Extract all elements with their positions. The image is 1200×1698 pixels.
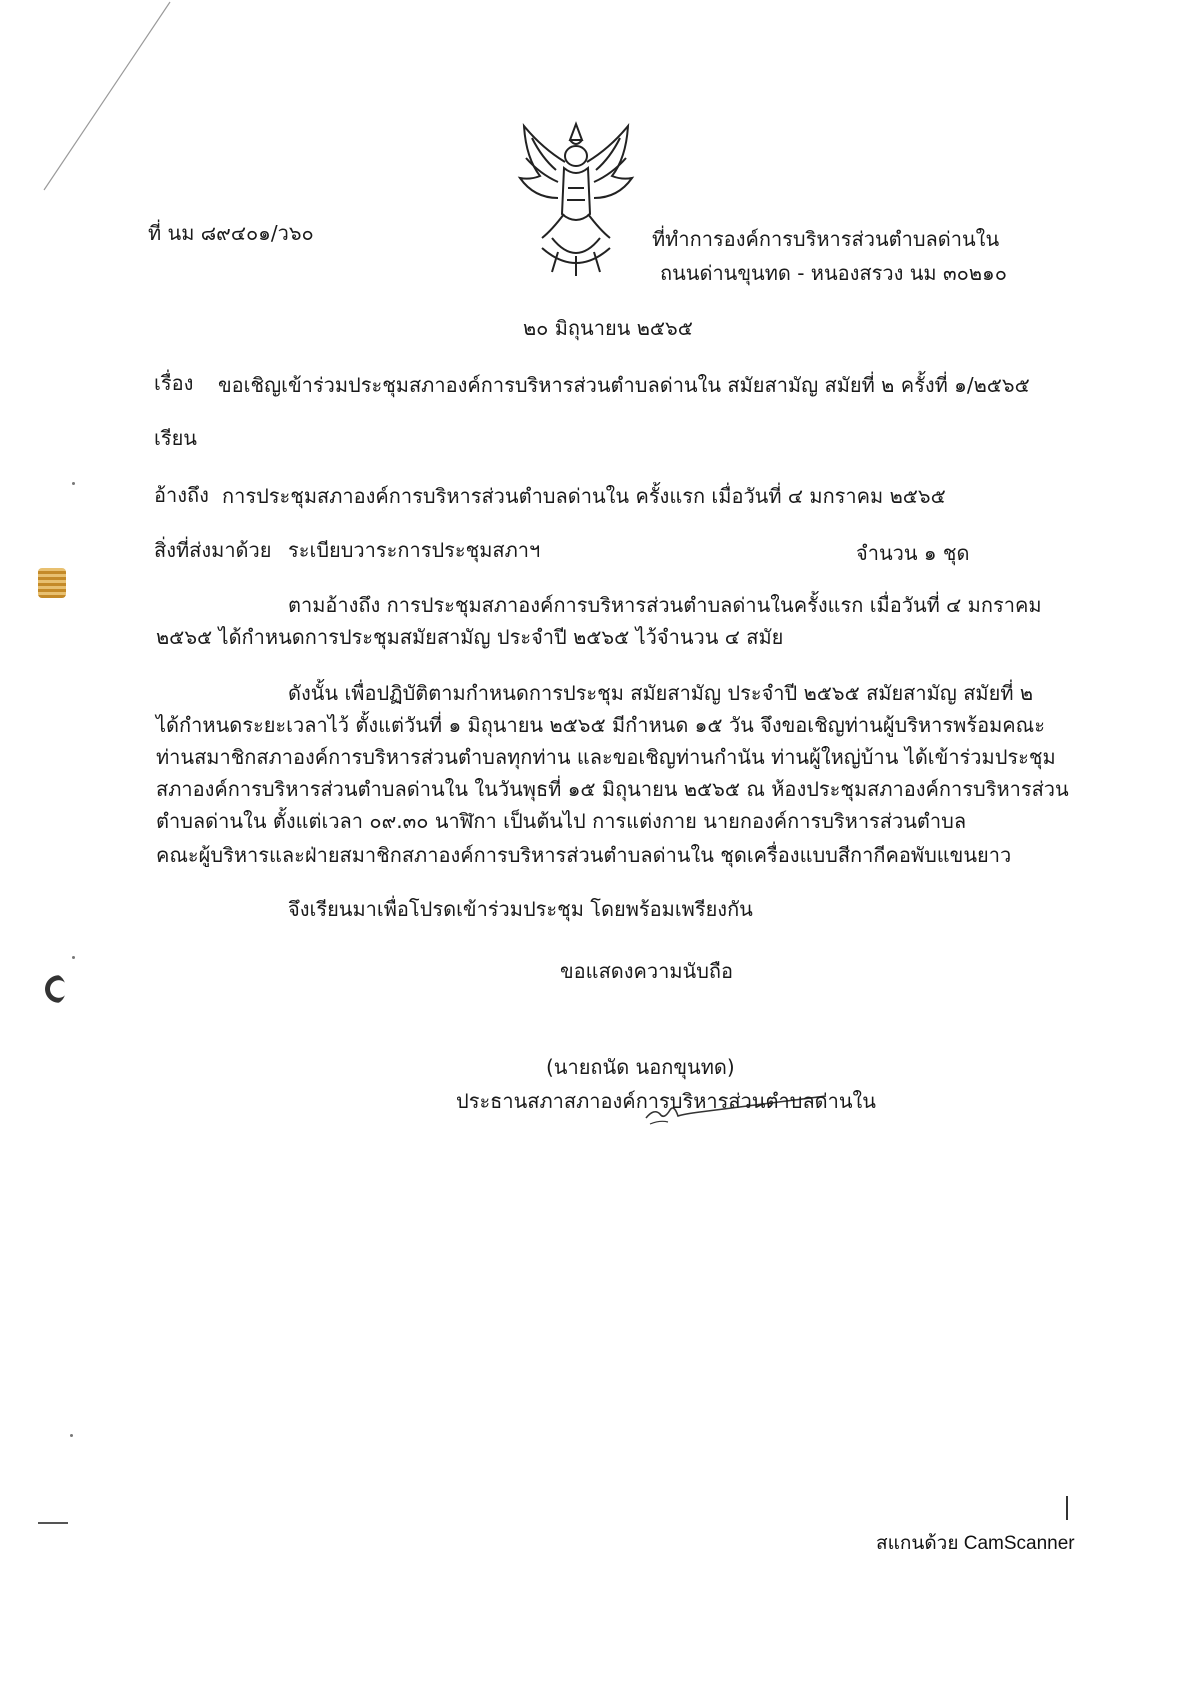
paragraph-2-line-2: ได้กำหนดระยะเวลาไว้ ตั้งแต่วันที่ ๑ มิถุนายน ๒๕๖๕ มีกำหนด ๑๕ วัน จึงขอเชิญท่านผู้บริหารพร้อมคณะ xyxy=(156,713,1045,737)
edge-tick-mark xyxy=(1066,1496,1068,1520)
reference-text: การประชุมสภาองค์การบริหารส่วนตำบลด่านใน ครั้งแรก เมื่อวันที่ ๔ มกราคม ๒๕๖๕ xyxy=(222,484,946,508)
speck-mark xyxy=(72,956,75,959)
reference-label: อ้างถึง xyxy=(154,483,209,507)
paragraph-3: จึงเรียนมาเพื่อโปรดเข้าร่วมประชุม โดยพร้อมเพรียงกัน xyxy=(288,897,753,921)
paragraph-1-line-2: ๒๕๖๕ ได้กำหนดการประชุมสมัยสามัญ ประจำปี ๒๕๖๕ ไว้จำนวน ๔ สมัย xyxy=(156,625,784,649)
paragraph-2-line-4: สภาองค์การบริหารส่วนตำบลด่านใน ในวันพุธที่ ๑๕ มิถุนายน ๒๕๖๕ ณ ห้องประชุมสภาองค์การบริหารส่วน xyxy=(156,777,1069,801)
to-label: เรียน xyxy=(154,426,197,450)
subject-text: ขอเชิญเข้าร่วมประชุมสภาองค์การบริหารส่วนตำบลด่านใน สมัยสามัญ สมัยที่ ๒ ครั้งที่ ๑/๒๕๖๕ xyxy=(218,373,1030,397)
edge-tick-mark xyxy=(38,1522,68,1524)
paragraph-2-line-6: คณะผู้บริหารและฝ่ายสมาชิกสภาองค์การบริหารส่วนตำบลด่านใน ชุดเครื่องแบบสีกากีคอพับแขนยาว xyxy=(156,843,1012,867)
enclosure-text: ระเบียบวาระการประชุมสภาฯ xyxy=(288,538,541,562)
enclosure-quantity: จำนวน ๑ ชุด xyxy=(856,541,970,565)
ref-number: ที่ นม ๘๙๔๐๑/ว๖๐ xyxy=(148,221,314,245)
garuda-emblem-icon xyxy=(512,118,640,280)
speck-mark xyxy=(70,1434,73,1437)
sender-address-line-1: ที่ทำการองค์การบริหารส่วนตำบลด่านใน xyxy=(652,227,1000,251)
paragraph-2-line-3: ท่านสมาชิกสภาองค์การบริหารส่วนตำบลทุกท่าน และขอเชิญท่านกำนัน ท่านผู้ใหญ่บ้าน ได้เข้าร่วมประชุม xyxy=(156,745,1056,769)
document-date: ๒๐ มิถุนายน ๒๕๖๕ xyxy=(523,316,693,340)
punch-hole-mark xyxy=(42,974,66,1004)
paragraph-2-line-1: ดังนั้น เพื่อปฏิบัติตามกำหนดการประชุม สมัยสามัญ ประจำปี ๒๕๖๕ สมัยสามัญ สมัยที่ ๒ xyxy=(288,681,1034,705)
signer-title: ประธานสภาสภาองค์การบริหารส่วนตำบลด่านใน xyxy=(456,1089,876,1113)
binder-clip-mark xyxy=(38,568,66,598)
subject-label: เรื่อง xyxy=(154,371,194,395)
paragraph-1-line-1: ตามอ้างถึง การประชุมสภาองค์การบริหารส่วนตำบลด่านในครั้งแรก เมื่อวันที่ ๔ มกราคม xyxy=(288,593,1042,617)
camscanner-watermark: สแกนด้วย CamScanner xyxy=(876,1533,1075,1554)
closing-salutation: ขอแสดงความนับถือ xyxy=(560,959,734,983)
enclosure-label: สิ่งที่ส่งมาด้วย xyxy=(154,538,272,562)
paragraph-2-line-5: ตำบลด่านใน ตั้งแต่เวลา ๐๙.๓๐ นาฬิกา เป็นต้นไป การแต่งกาย นายกองค์การบริหารส่วนตำบล xyxy=(156,809,967,833)
signer-name: (นายถนัด นอกขุนทด) xyxy=(546,1055,735,1079)
sender-address-line-2: ถนนด่านขุนทด - หนองสรวง นม ๓๐๒๑๐ xyxy=(660,261,1007,285)
speck-mark xyxy=(72,482,75,485)
scan-crease-line xyxy=(40,0,190,200)
